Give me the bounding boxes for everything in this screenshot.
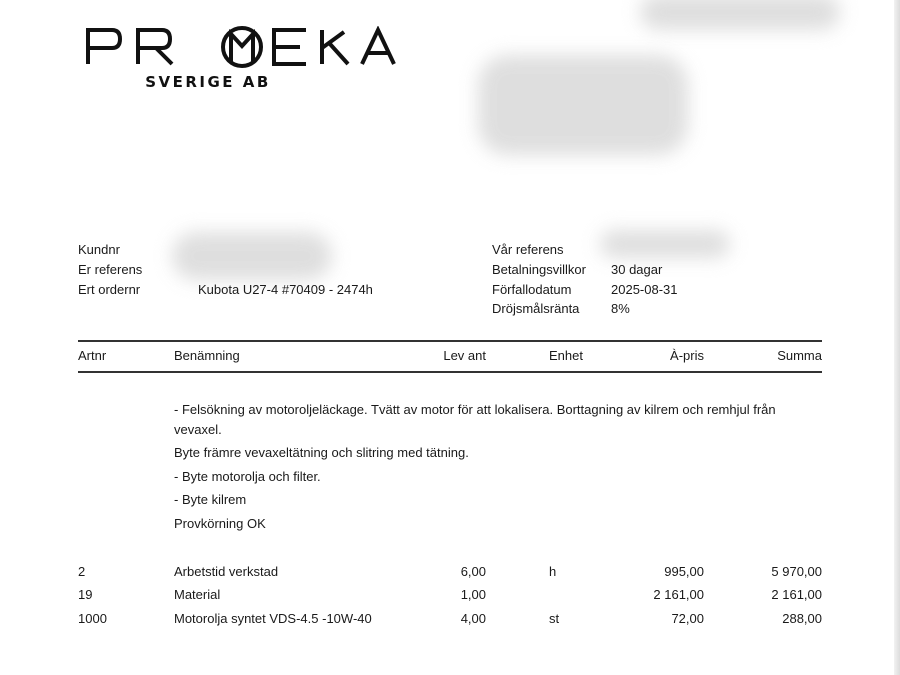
row-summa: 5 970,00 xyxy=(771,564,822,579)
row-artnr: 19 xyxy=(78,587,93,602)
company-logo xyxy=(86,14,406,94)
table-header-top-rule xyxy=(78,340,822,342)
redacted-our-reference xyxy=(600,230,730,258)
drojsmalsranta-value: 8% xyxy=(611,301,630,316)
header-enhet: Enhet xyxy=(549,348,583,363)
page-edge xyxy=(894,0,900,675)
description-line: Byte främre vevaxeltätning och slitring med tätning. xyxy=(174,445,469,460)
drojsmalsranta-label: Dröjsmålsränta xyxy=(492,301,580,316)
svg-text:SVERIGE AB: SVERIGE AB xyxy=(145,73,271,91)
header-benamning: Benämning xyxy=(174,348,240,363)
description-line: Provkörning OK xyxy=(174,516,266,531)
row-benamning: Material xyxy=(174,587,221,602)
header-artnr: Artnr xyxy=(78,348,107,363)
header-lev-ant: Lev ant xyxy=(443,348,486,363)
row-lev-ant: 1,00 xyxy=(460,587,486,602)
row-benamning: Arbetstid verkstad xyxy=(174,564,279,579)
row-a-pris: 72,00 xyxy=(671,611,704,626)
kundnr-label: Kundnr xyxy=(78,242,120,257)
row-a-pris: 2 161,00 xyxy=(653,587,704,602)
ert-ordernr-value: Kubota U27-4 #70409 - 2474h xyxy=(198,282,373,297)
forfallodatum-value: 2025-08-31 xyxy=(611,282,678,297)
row-summa: 288,00 xyxy=(782,611,822,626)
description-line: - Byte kilrem xyxy=(174,492,247,507)
forfallodatum-label: Förfallodatum xyxy=(492,282,572,297)
betalningsvillkor-label: Betalningsvillkor xyxy=(492,262,586,277)
row-enhet: h xyxy=(549,564,557,579)
row-a-pris: 995,00 xyxy=(664,564,704,579)
sverige-ab-wordmark xyxy=(86,72,406,92)
header-summa: Summa xyxy=(777,348,822,363)
row-benamning: Motorolja syntet VDS-4.5 -10W-40 xyxy=(174,611,372,626)
var-referens-label: Vår referens xyxy=(492,242,564,257)
promeka-wordmark xyxy=(86,26,406,68)
redacted-date xyxy=(640,0,840,30)
redacted-address xyxy=(478,55,688,155)
row-lev-ant: 4,00 xyxy=(460,611,486,626)
redacted-customer-info xyxy=(172,232,332,280)
description-line: vevaxel. xyxy=(174,422,222,437)
betalningsvillkor-value: 30 dagar xyxy=(611,262,663,277)
row-summa: 2 161,00 xyxy=(771,587,822,602)
ert-ordernr-label: Ert ordernr xyxy=(78,282,141,297)
header-a-pris: À-pris xyxy=(670,348,704,363)
table-header-bottom-rule xyxy=(78,371,822,373)
description-line: - Felsökning av motoroljeläckage. Tvätt av motor för att lokalisera. Borttagning av kilrem och remhjul från xyxy=(174,402,776,417)
er-referens-label: Er referens xyxy=(78,262,143,277)
row-enhet: st xyxy=(549,611,560,626)
row-artnr: 2 xyxy=(78,564,86,579)
description-line: - Byte motorolja och filter. xyxy=(174,469,321,484)
row-lev-ant: 6,00 xyxy=(460,564,486,579)
row-artnr: 1000 xyxy=(78,611,107,626)
